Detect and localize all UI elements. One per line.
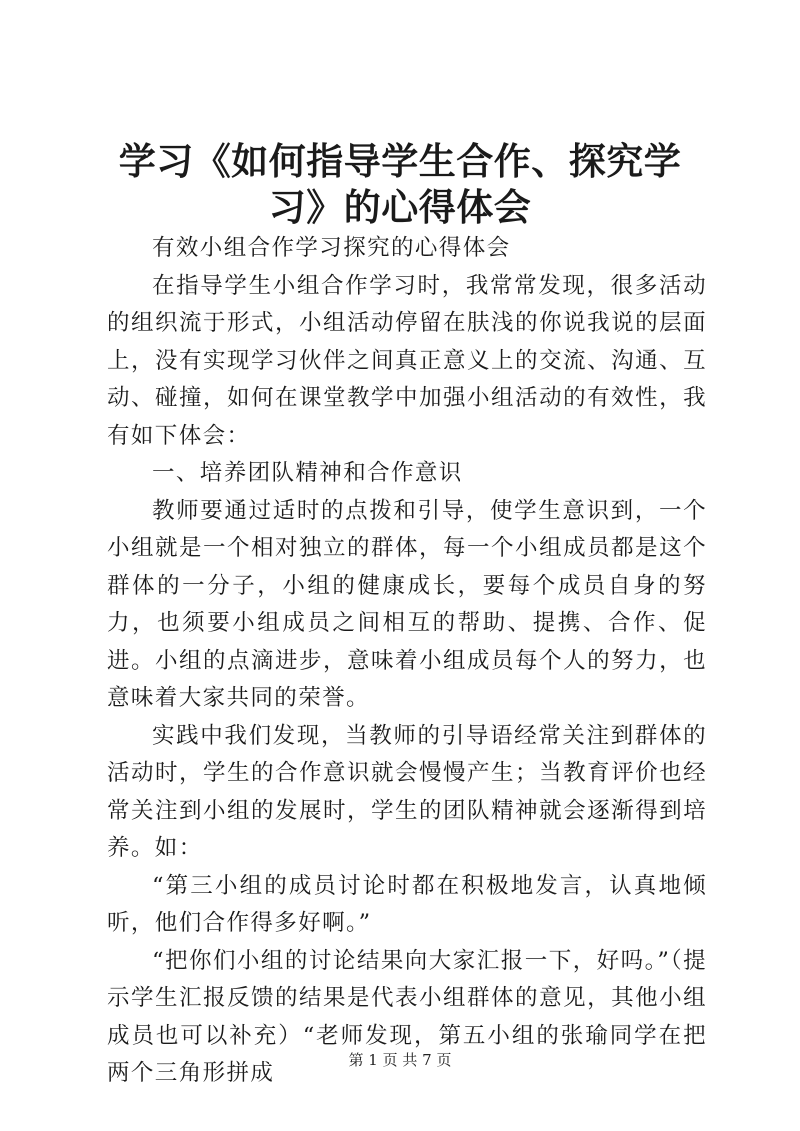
intro-paragraph: 在指导学生小组合作学习时，我常常发现，很多活动的组织流于形式，小组活动停留在肤浅的你说我说的层面上，没有实现学习伙伴之间真正意义上的交流、沟通、互动、碰撞，如何在课堂教学中加强小组活动的有效性，我有如下体会：	[107, 272, 707, 449]
body-paragraph: 教师要通过适时的点拨和引导，使学生意识到，一个小组就是一个相对独立的群体，每一个小组成员都是这个群体的一分子，小组的健康成长，要每个成员自身的努力，也须要小组成员之间相互的帮助、提携、合作、促进。小组的点滴进步，意味着小组成员每个人的努力，也意味着大家共同的荣誉。	[107, 497, 707, 711]
page-number: 第 1 页 共 7 页	[348, 1051, 452, 1069]
quote-paragraph: “第三小组的成员讨论时都在积极地发言，认真地倾听，他们合作得多好啊。”	[107, 872, 707, 936]
subtitle-paragraph: 有效小组合作学习探究的心得体会	[152, 235, 511, 261]
section-heading: 一、培养团队精神和合作意识	[152, 460, 463, 486]
document-body	[107, 230, 707, 1093]
document-title: 学习《如何指导学生合作、探究学习》的心得体会	[118, 139, 682, 229]
body-paragraph: 实践中我们发现，当教师的引导语经常关注到群体的活动时，学生的合作意识就会慢慢产生；当教育评价也经常关注到小组的发展时，学生的团队精神就会逐渐得到培养。如：	[107, 722, 707, 861]
quote-paragraph: “把你们小组的讨论结果向大家汇报一下，好吗。”（提示学生汇报反馈的结果是代表小组群体的意见，其他小组成员也可以补充）“老师发现，第五小组的张瑜同学在把两个三角形拼成	[107, 947, 707, 1086]
